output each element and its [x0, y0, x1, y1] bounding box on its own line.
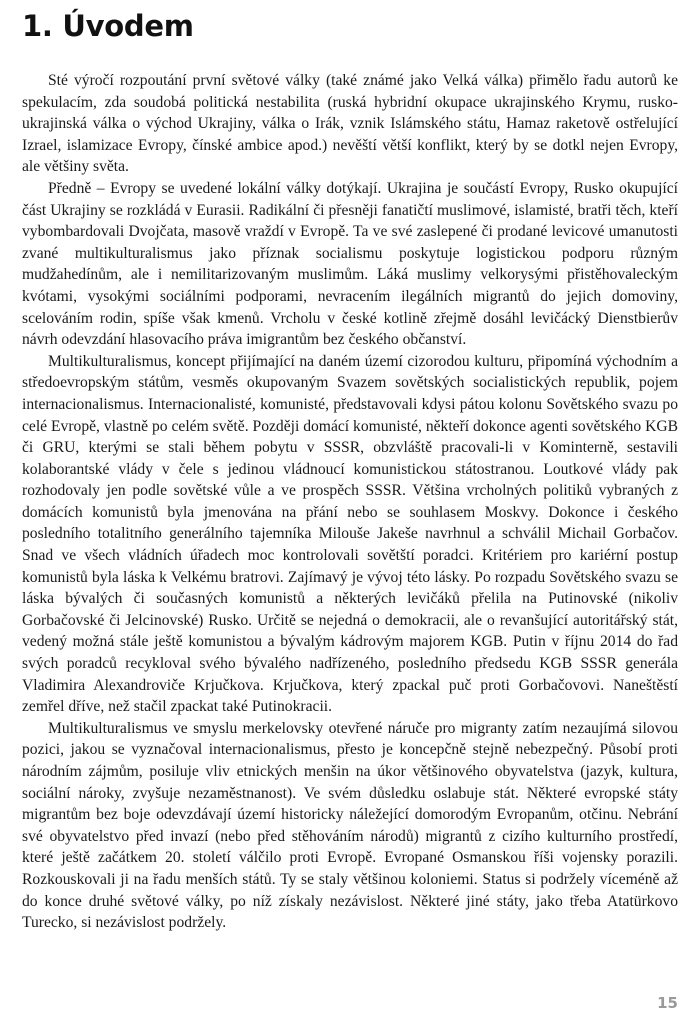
page-number: 15 [657, 994, 678, 1012]
paragraph-1: Sté výročí rozpoutání první světové války (také známé jako Velká válka) přimělo řadu autorů ke spekulacím, zda soudobá politická nestabilita (ruská hybridní okupace ukrajinského Krymu, rusko-ukrajinská válka o východ Ukrajiny, válka o Irák, vznik Islámského státu, Hamaz raketově ostřelující Izrael, islamizace Evropy, čínské ambice apod.) nevěští větší konflikt, který by se dotkl nejen Evropy, ale většiny světa. [22, 72, 678, 176]
body-text [22, 70, 678, 934]
paragraph-3: Multikulturalismus, koncept přijímající na daném území cizorodou kulturu, připomíná východním a středoevropským státům, vesměs okupovaným Svazem sovětských socialistických republik, pojem internacionalismus. Internacionalisté, komunisté, představovali kdysi pátou kolonu Sovětského svazu po celé Evropě, vlastně po celém světě. Později domácí komunisté, někteří dokonce agenti sovětského KGB či GRU, kterými se stali během pobytu v SSSR, obzvláště pracovali-li v Kominterně, sestavili kolaborantské vlády v čele s jedinou vládnoucí komunistickou státostranou. Loutkové vlády pak rozhodovaly jen podle sovětské vůle a ve prospěch SSSR. Většina vrcholných politiků vybraných z domácích komunistů byla jmenována na přání nebo se souhlasem Moskvy. Dokonce i českého posledního totalitního generálního tajemníka Milouše Jakeše navrhnul a schválil Michail Gorbačov. Snad ve všech vládních úřadech moc kontrolovali sovětští poradci. Kritériem pro kariérní postup komunistů byla láska k Velkému bratrovi. Zajímavý je vývoj této lásky. Po rozpadu Sovětského svazu se láska bývalých či současných komunistů a některých levičáků přelila na Putinovské (nikoliv Gorbačovské či Jelcinovské) Rusko. Určitě se nejedná o demokracii, ale o revanšující autoritářský stát, vedený možná stále ještě komunistou a bývalým kádrovým majorem KGB. Putin v říjnu 2014 do řad svých poradců recykloval svého bývalého nadřízeného, posledního předsedu KGB SSSR generála Vladimira Alexandroviče Krjučkova. Krjučkova, který zpackal puč proti Gorbačovovi. Naneštěstí zemřel dříve, než stačil zpackat také Putinokracii. [22, 352, 678, 716]
chapter-title: 1. Úvodem [22, 9, 194, 43]
paragraph-4: Multikulturalismus ve smyslu merkelovsky otevřené náruče pro migranty zatím nezaujímá silovou pozici, jakou se vyznačoval internacionalismus, přesto je koncepčně stejně nebezpečný. Působí proti národním zájmům, posiluje vliv etnických menšin na úkor většinového obyvatelstva (jazyk, kultura, sociální nároky, zvyšuje nezaměstnanost). Ve svém důsledku oslabuje stát. Některé evropské státy migrantům bez boje odevzdávají území historicky náležející domorodým Evropanům, otčinu. Nebrání své obyvatelstvo před invazí (nebo před stěhováním národů) migrantů z cizího kulturního prostředí, které ještě začátkem 20. století válčilo proti Evropě. Evropané Osmanskou říši vojensky porazili. Rozkouskovali ji na řadu menších států. Ty se staly většinou koloniemi. Status si podržely víceméně až do konce druhé světové války, po níž získaly nezávislost. Některé jiné státy, jako třeba Atatürkovo Turecko, si nezávislost podržely. [22, 719, 678, 932]
paragraph-2: Předně – Evropy se uvedené lokální války dotýkají. Ukrajina je součástí Evropy, Rusko okupující část Ukrajiny se rozkládá v Eurasii. Radikální či přesněji fanatičtí muslimové, islamisté, bratři těch, kteří vybombardovali Dvojčata, masově vraždí v Evropě. Ta ve své zaslepené či prodané levicové umanutosti zvané multikulturalismus jako příznak socialismu poskytuje logistickou podporu různým mudžahedínům, ale i nemilitarizovaným muslimům. Láká muslimy velkorysými přistěhovaleckým kvótami, vysokými sociálními podporami, nevracením ilegálních migrantů do jejich domoviny, scelováním rodin, spíše však kmenů. Vrcholu v české kotlině zřejmě dosáhl levičácký Dienstbierův návrh odevzdání hlasovacího práva imigrantům bez českého občanství. [22, 179, 678, 349]
